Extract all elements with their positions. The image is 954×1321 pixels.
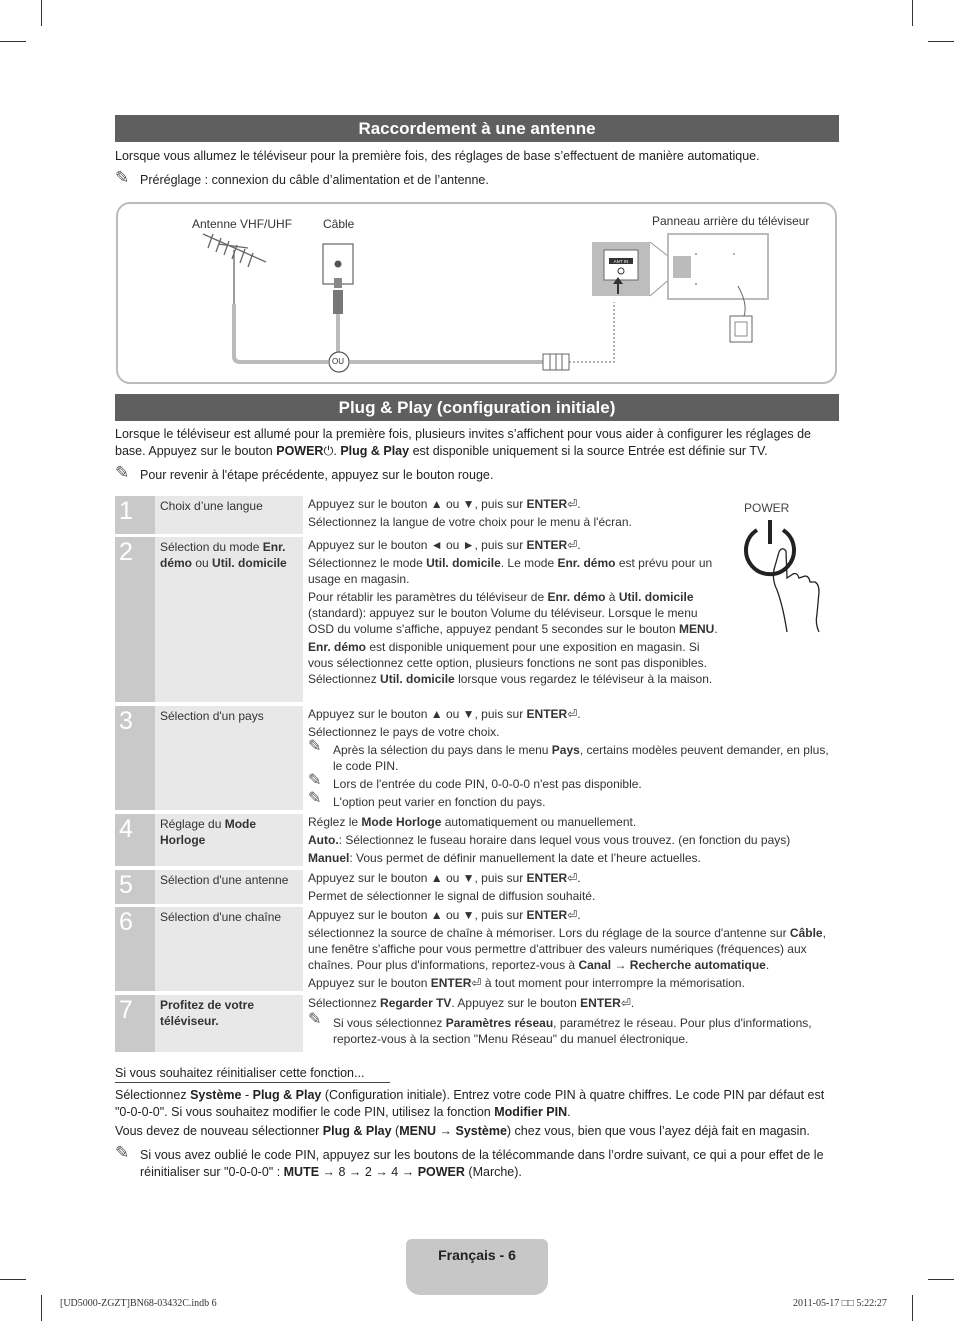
step-desc: Appuyez sur le bouton ▲ ou ▼, puis sur ENTER⏎. sélectionnez la source de chaîne à mémoriser. Lors du réglage de la source d'antenne sur Câble, une fenêtre s'affiche pour vous permettre d'attribuer des valeurs numériques (fréquences) aux chaînes. Pour plus d'informations, reportez-vous à Canal → Recherche automatique. Appuyez sur le bouton ENTER⏎ à tout moment pour interrompre la mémorisation. [308, 908, 826, 990]
enter-icon: ⏎ [567, 538, 578, 552]
crop-mark [41, 0, 42, 26]
pencil-icon: ✎ [115, 1143, 130, 1162]
panel-label: Panneau arrière du téléviseur [652, 214, 810, 228]
antenna-icon [203, 234, 266, 304]
power-label: POWER [744, 501, 790, 515]
pencil-icon: ✎ [308, 772, 322, 789]
cable-label: Câble [323, 217, 355, 231]
step-desc: Appuyez sur le bouton ▲ ou ▼, puis sur ENTER⏎. Sélectionnez le pays de votre choix. ✎ Après la sélection du pays dans le menu Pays, certains modèles peuvent demander, en plus, le code PIN. ✎ Lors de l'entrée du code PIN, 0-0-0-0 n'est pas disponible. ✎ L'option peut varier en fonction du pays. [308, 707, 829, 809]
enter-icon: ⏎ [471, 976, 482, 990]
step-desc: Appuyez sur le bouton ◄ ou ►, puis sur ENTER⏎. Sélectionnez le mode Util. domicile. Le mode Enr. démo est prévu pour un usage en magasin. Pour rétablir les paramètres du téléviseur de Enr. démo à Util. domicile (standard): appuyez sur le bouton Volume du téléviseur. Lorsque le menu OSD du volume s'affiche, appuyez pendant 5 secondes sur le bouton MENU. Enr. démo est disponible uniquement pour une exposition en magasin. Si vous sélectionnez cette option, plusieurs fonctions ne sont pas disponibles. Sélectionnez Util. domicile lorsque vous regardez le téléviseur à la maison. [308, 538, 718, 686]
section-title-plug-play: Plug & Play (configuration initiale) [115, 394, 839, 421]
crop-mark [912, 1295, 913, 1321]
step-number: 3 [115, 706, 155, 810]
crop-mark [928, 1279, 954, 1280]
crop-mark [0, 1279, 26, 1280]
crop-mark [928, 41, 954, 42]
step-desc: Sélectionnez Regarder TV. Appuyez sur le bouton ENTER⏎. ✎ Si vous sélectionnez Paramètres réseau, paramétrez le réseau. Pour plus d'informations, reportez-vous à la section "Menu Réseau" du manuel électronique. [308, 996, 812, 1046]
section-title-antenna: Raccordement à une antenne [115, 115, 839, 142]
antenna-label: Antenne VHF/UHF [192, 217, 293, 231]
step-number: 2 [115, 537, 155, 702]
reset-para-2: Vous devez de nouveau sélectionner Plug & Play (MENU → Système) chez vous, bien que vous l’ayez déjà fait en magasin. [115, 1124, 810, 1138]
step-number: 1 [115, 496, 155, 534]
crop-mark [0, 41, 26, 42]
step-number: 4 [115, 814, 155, 866]
step-title: Réglage du Mode Horloge [155, 814, 303, 866]
enter-icon: ⏎ [567, 908, 578, 922]
step-number: 5 [115, 870, 155, 904]
reset-note: ✎ Si vous avez oublié le code PIN, appuyez sur les boutons de la télécommande dans l’ordre suivant, ce qui a pour effet de le réinitialiser sur "0-0-0-0" : MUTE → 8 → 2 → 4 → POWER (Marche). [115, 1143, 824, 1179]
step-title: Choix d’une langue [155, 496, 303, 534]
enter-icon: ⏎ [567, 707, 578, 721]
step-title: Sélection d'une chaîne [155, 907, 303, 991]
step-desc: Appuyez sur le bouton ▲ ou ▼, puis sur ENTER⏎. Sélectionnez la langue de votre choix pour le menu à l'écran. [308, 497, 632, 529]
step-title: Sélection d'un pays [155, 706, 303, 810]
enter-icon: ⏎ [567, 871, 578, 885]
step-title: Sélection du mode Enr. démo ou Util. domicile [155, 537, 303, 702]
step-desc: Réglez le Mode Horloge automatiquement ou manuellement. Auto.: Sélectionnez le fuseau horaire dans lequel vous vous trouvez. (en fonction du pays) Manuel: Vous permet de définir manuellement la date et l’heure actuelles. [308, 815, 791, 865]
step-title: Sélection d'une antenne [155, 870, 303, 904]
step-desc: Appuyez sur le bouton ▲ ou ▼, puis sur ENTER⏎. Permet de sélectionner le signal de diffusion souhaité. [308, 871, 596, 903]
pencil-icon: ✎ [115, 168, 130, 187]
plugplay-note: ✎ Pour revenir à l'étape précédente, appuyez sur le bouton rouge. [115, 463, 494, 482]
power-button-hand-icon [735, 516, 825, 636]
reset-para-1: Sélectionnez Système - Plug & Play (Configuration initiale). Entrez votre code PIN à quatre chiffres. Le code PIN par défaut est "0-0-0-0". Si vous souhaitez modifier le code PIN, utilisez la fonction Modifier PIN. [115, 1088, 825, 1119]
ant-in-text: ANT IN [613, 259, 629, 264]
step-title: Profitez de votre téléviseur. [155, 995, 303, 1052]
enter-icon: ⏎ [567, 497, 578, 511]
power-icon: ⏻ [323, 444, 334, 458]
antenna-note: ✎ Préréglage : connexion du câble d’alimentation et de l’antenne. [115, 168, 489, 187]
crop-mark [912, 0, 913, 26]
plugplay-intro: Lorsque le téléviseur est allumé pour la première fois, plusieurs invites s’affichent pour vous aider à configurer les réglages de base. Appuyez sur le bouton POWER⏻. Plug & Play est disponible uniquement si la source Entrée est définie sur TV. [115, 427, 811, 458]
reset-heading: Si vous souhaitez réinitialiser cette fonction... [115, 1065, 390, 1083]
pencil-icon: ✎ [308, 738, 322, 755]
step-number: 7 [115, 995, 155, 1052]
page-number: Français - 6 [438, 1247, 516, 1263]
print-file-info: [UD5000-ZGZT]BN68-03432C.indb 6 [60, 1298, 217, 1309]
page-number-tab [406, 1239, 548, 1295]
antenna-diagram [116, 202, 837, 384]
crop-mark [41, 1295, 42, 1321]
antenna-intro: Lorsque vous allumez le téléviseur pour la première fois, des réglages de base s’effectuent de manière automatique. [115, 149, 760, 163]
enter-icon: ⏎ [620, 996, 631, 1010]
print-date-info: 2011-05-17 □□ 5:22:27 [793, 1298, 887, 1309]
pencil-icon: ✎ [308, 1011, 322, 1028]
or-label: OU [332, 357, 344, 366]
pencil-icon: ✎ [115, 463, 130, 482]
pencil-icon: ✎ [308, 790, 322, 807]
step-number: 6 [115, 907, 155, 991]
